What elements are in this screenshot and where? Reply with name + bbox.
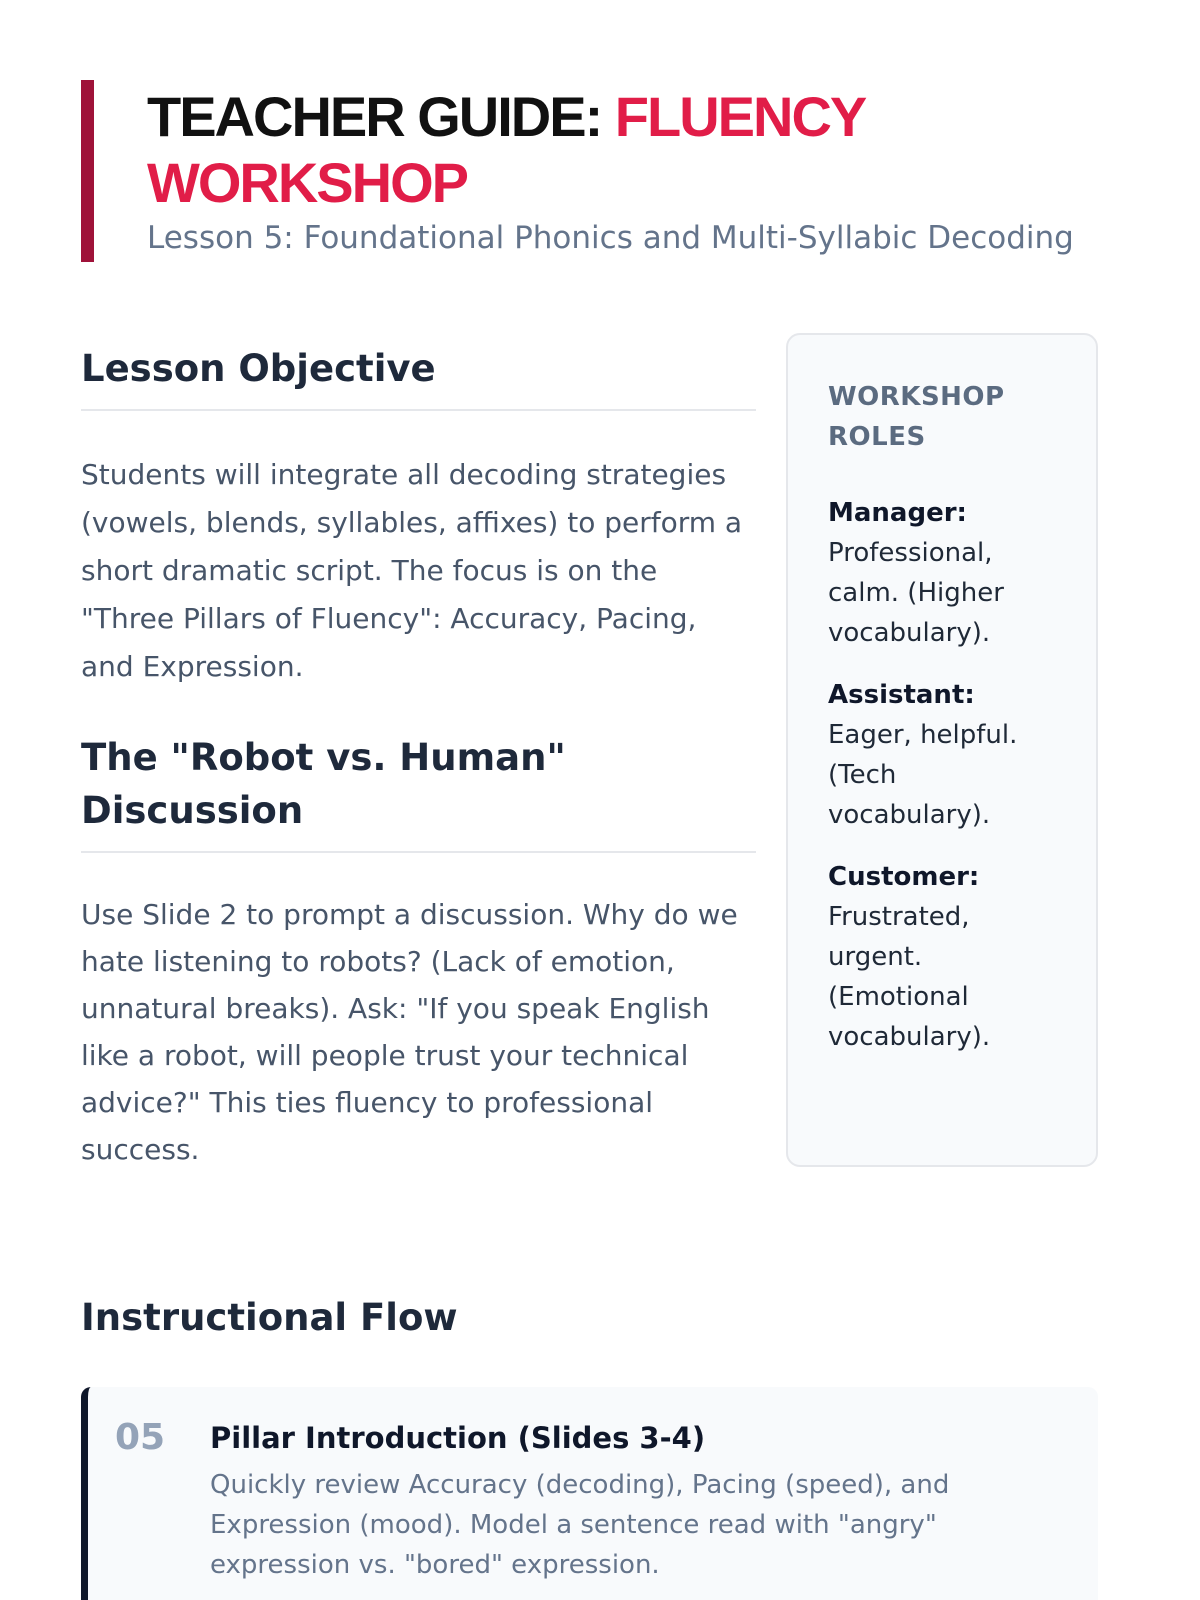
page-title [147, 80, 1098, 216]
role-name: Manager: [828, 498, 967, 528]
workshop-roles-panel [786, 333, 1098, 1167]
role-assistant [828, 675, 1056, 835]
content-columns [81, 342, 1098, 1213]
step-description: Quickly review Accuracy (decoding), Pacing (speed), and Expression (mood). Model a sentence read with "angry" expression vs. "bored" expression. [210, 1470, 950, 1580]
role-description: Eager, helpful. (Tech vocabulary). [828, 720, 1018, 830]
flow-step-card [81, 1387, 1098, 1600]
main-column [81, 342, 756, 1213]
discussion-text: Use Slide 2 to prompt a discussion. Why do we hate listening to robots? (Lack of emotion, unnatural breaks). Ask: "If you speak English like a robot, will people trust your technical advice?" This ties fluency to professional success. [81, 898, 738, 1166]
role-name: Assistant: [828, 680, 975, 710]
step-number: 05 [115, 1417, 166, 1458]
role-description: Professional, calm. (Higher vocabulary). [828, 538, 1004, 648]
instructional-flow-heading: Instructional Flow [81, 1296, 458, 1339]
lesson-objective-text: Students will integrate all decoding strategies (vowels, blends, syllables, affixes) to perform a short dramatic script. The focus is on the "Three Pillars of Fluency": Accuracy, Pacing, and Expression. [81, 458, 743, 683]
step-body [210, 1417, 1058, 1585]
page-subtitle: Lesson 5: Foundational Phonics and Multi-Syllabic Decoding [147, 220, 1074, 256]
role-customer [828, 857, 1056, 1057]
workshop-roles-title: WORKSHOP ROLES [828, 382, 1005, 452]
title-accent: FLUENCY WORKSHOP [147, 85, 865, 214]
role-manager [828, 493, 1056, 653]
step-title: Pillar Introduction (Slides 3-4) [210, 1421, 706, 1455]
role-description: Frustrated, urgent. (Emotional vocabulary). [828, 902, 991, 1052]
title-main: TEACHER GUIDE: [147, 85, 602, 148]
lesson-objective-heading: Lesson Objective [81, 342, 756, 411]
discussion-heading: The "Robot vs. Human" Discussion [81, 731, 756, 853]
role-name: Customer: [828, 862, 980, 892]
page-header [81, 80, 1098, 262]
